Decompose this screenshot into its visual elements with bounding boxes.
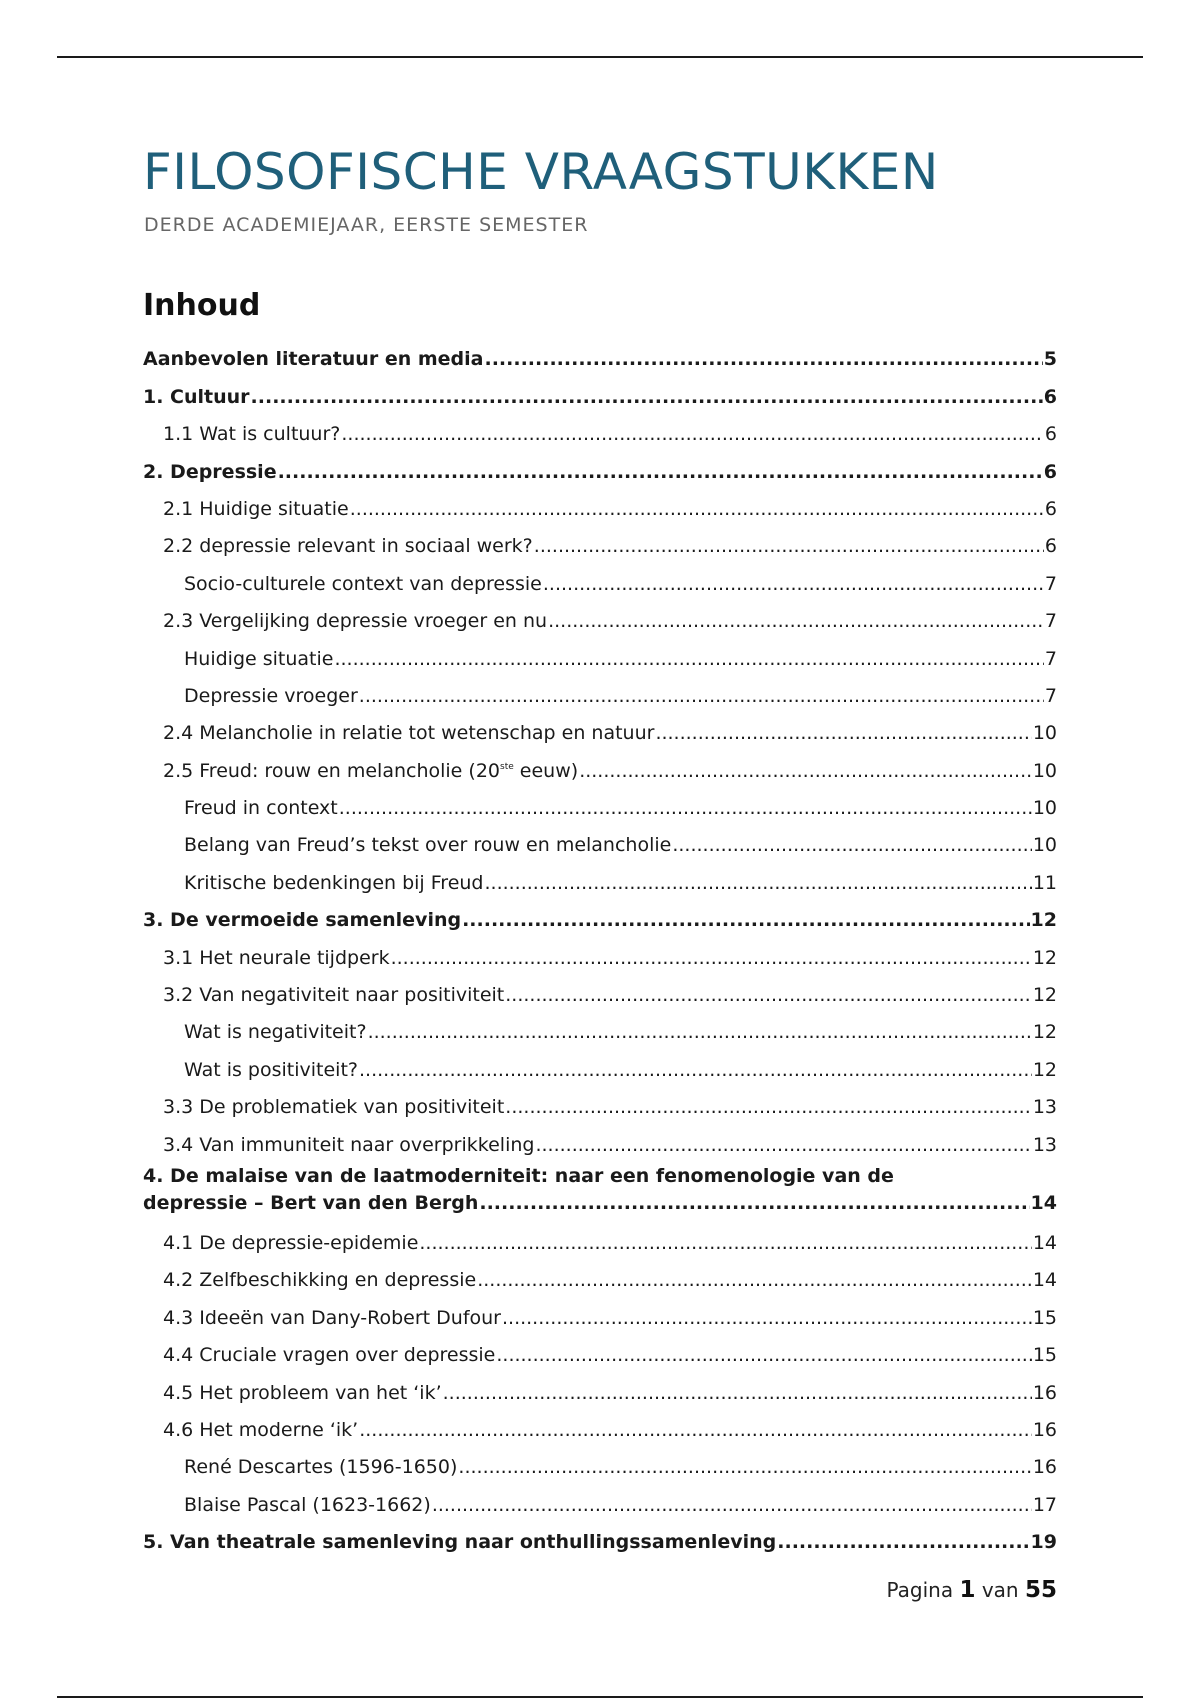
toc-entry-page: 6 — [1044, 497, 1057, 520]
toc-entry[interactable] — [143, 710, 1057, 747]
toc-entry[interactable] — [143, 673, 1057, 710]
toc-entry[interactable] — [143, 1220, 1057, 1257]
toc-entry-page: 11 — [1032, 871, 1057, 894]
toc-leader — [484, 870, 1031, 897]
document-subtitle: DERDE ACADEMIEJAAR, EERSTE SEMESTER — [144, 214, 589, 236]
toc-entry-text: Blaise Pascal (1623-1662) — [184, 1493, 431, 1516]
toc-entry-page: 12 — [1032, 1021, 1057, 1044]
toc-leader — [672, 832, 1031, 859]
toc-leader — [505, 1094, 1032, 1121]
toc-leader — [505, 982, 1032, 1009]
document-title: FILOSOFISCHE VRAAGSTUKKEN — [143, 143, 939, 201]
toc-entry[interactable] — [143, 1444, 1057, 1481]
toc-entry-page: 7 — [1044, 647, 1057, 670]
toc-entry-text: 4.3 Ideeën van Dany-Robert Dufour — [163, 1306, 501, 1329]
toc-leader — [334, 646, 1043, 673]
toc-entry-page: 12 — [1032, 946, 1057, 969]
toc-entry[interactable] — [143, 635, 1057, 672]
toc-entry[interactable] — [143, 1257, 1057, 1294]
toc-entry-page: 17 — [1032, 1493, 1057, 1516]
toc-leader — [341, 421, 1044, 448]
page-number-footer — [887, 1577, 1058, 1603]
toc-entry-text — [163, 758, 578, 785]
toc-entry-page: 6 — [1043, 385, 1057, 408]
toc-leader — [419, 1230, 1031, 1257]
toc-entry[interactable] — [143, 1159, 1057, 1220]
toc-entry-line2 — [143, 1190, 1057, 1217]
toc-leader — [477, 1267, 1032, 1294]
toc-entry-page: 15 — [1032, 1306, 1057, 1329]
toc-leader — [350, 496, 1044, 523]
toc-entry-text: Kritische bedenkingen bij Freud — [184, 871, 484, 894]
toc-entry-text: 3.2 Van negativiteit naar positiviteit — [163, 984, 505, 1007]
toc-entry-page: 7 — [1044, 572, 1057, 595]
toc-entry-text: Socio-culturele context van depressie — [184, 572, 542, 595]
toc-entry-page: 12 — [1032, 1058, 1057, 1081]
toc-entry[interactable] — [143, 972, 1057, 1009]
toc-entry-text: Aanbevolen literatuur en media — [143, 348, 484, 371]
toc-entry[interactable] — [143, 411, 1057, 448]
toc-entry-text: René Descartes (1596-1650) — [184, 1456, 458, 1479]
footer-of-label: van — [981, 1578, 1019, 1602]
toc-entry-page: 7 — [1044, 684, 1057, 707]
toc-entry-page: 10 — [1032, 834, 1057, 857]
total-page-count: 55 — [1024, 1577, 1057, 1603]
toc-entry-page: 10 — [1032, 759, 1057, 782]
toc-entry[interactable] — [143, 1121, 1057, 1158]
toc-entry-page: 10 — [1032, 722, 1057, 745]
toc-entry[interactable] — [143, 859, 1057, 896]
toc-entry-text: Belang van Freud’s tekst over rouw en melancholie — [184, 834, 672, 857]
toc-entry-text-part: 2.5 Freud: rouw en melancholie (20 — [163, 759, 500, 782]
toc-entry-text: Wat is positiviteit? — [184, 1058, 358, 1081]
toc-leader — [359, 683, 1044, 710]
toc-leader — [251, 384, 1043, 411]
toc-entry[interactable] — [143, 1294, 1057, 1331]
toc-entry-text: 4.4 Cruciale vragen over depressie — [163, 1344, 496, 1367]
toc-entry[interactable] — [143, 1519, 1057, 1556]
toc-entry-page: 13 — [1032, 1096, 1057, 1119]
toc-leader — [484, 346, 1042, 373]
toc-entry-page: 19 — [1030, 1531, 1057, 1554]
toc-entry[interactable] — [143, 373, 1057, 410]
toc-entry-text: depressie – Bert van den Bergh — [143, 1191, 479, 1214]
toc-leader — [496, 1342, 1031, 1369]
toc-entry-text: 3.4 Van immuniteit naar overprikkeling — [163, 1133, 535, 1156]
toc-leader — [458, 1454, 1031, 1481]
toc-entry[interactable] — [143, 934, 1057, 971]
toc-entry-page: 6 — [1043, 460, 1057, 483]
toc-entry-page: 6 — [1044, 535, 1057, 558]
toc-entry-page: 16 — [1032, 1418, 1057, 1441]
toc-entry[interactable] — [143, 897, 1057, 934]
toc-leader — [432, 1492, 1032, 1519]
toc-entry[interactable] — [143, 785, 1057, 822]
toc-entry[interactable] — [143, 1046, 1057, 1083]
toc-entry-text: Wat is negativiteit? — [184, 1021, 367, 1044]
toc-entry-text: 3. De vermoeide samenleving — [143, 909, 462, 932]
toc-entry-page: 16 — [1032, 1456, 1057, 1479]
toc-entry-page: 13 — [1032, 1133, 1057, 1156]
toc-entry-text: Freud in context — [184, 797, 338, 820]
toc-entry-text: 1. Cultuur — [143, 385, 250, 408]
toc-entry-text: 1.1 Wat is cultuur? — [163, 423, 341, 446]
toc-entry-text: 4.5 Het probleem van het ‘ik’ — [163, 1381, 442, 1404]
toc-leader — [579, 758, 1032, 785]
toc-leader — [534, 533, 1044, 560]
toc-entry[interactable] — [143, 336, 1057, 373]
toc-leader — [479, 1190, 1029, 1217]
toc-entry-text: 2.3 Vergelijking depressie vroeger en nu — [163, 610, 548, 633]
toc-entry-page: 14 — [1032, 1231, 1057, 1254]
toc-leader — [777, 1529, 1029, 1556]
toc-leader — [359, 1417, 1032, 1444]
toc-entry-page: 12 — [1032, 984, 1057, 1007]
toc-entry-page: 14 — [1030, 1191, 1057, 1214]
toc-entry-text: 4.6 Het moderne ‘ik’ — [163, 1418, 359, 1441]
toc-entry[interactable] — [143, 1009, 1057, 1046]
toc-leader — [462, 907, 1029, 934]
toc-entry-page: 14 — [1032, 1269, 1057, 1292]
toc-entry-text: 4.2 Zelfbeschikking en depressie — [163, 1269, 477, 1292]
toc-entry-page: 5 — [1043, 348, 1057, 371]
toc-entry[interactable] — [143, 1332, 1057, 1369]
current-page-number: 1 — [959, 1577, 976, 1603]
toc-entry[interactable] — [143, 1407, 1057, 1444]
toc-leader — [368, 1019, 1032, 1046]
toc-entry-page: 10 — [1032, 797, 1057, 820]
toc-leader — [548, 608, 1044, 635]
footer-page-label: Pagina — [886, 1578, 954, 1602]
toc-entry[interactable] — [143, 523, 1057, 560]
toc-entry[interactable] — [143, 1481, 1057, 1518]
toc-leader — [278, 459, 1043, 486]
toc-entry[interactable] — [143, 598, 1057, 635]
toc-entry-text: 3.3 De problematiek van positiviteit — [163, 1096, 505, 1119]
toc-entry-text: 2.2 depressie relevant in sociaal werk? — [163, 535, 533, 558]
toc-leader — [502, 1305, 1032, 1332]
toc-entry[interactable] — [143, 1369, 1057, 1406]
toc-entry-text-part: eeuw) — [513, 759, 579, 782]
toc-entry-text: 2.1 Huidige situatie — [163, 497, 349, 520]
toc-entry-text: 5. Van theatrale samenleving naar onthullingssamenleving — [143, 1531, 777, 1554]
toc-entry[interactable] — [143, 1084, 1057, 1121]
toc-entry[interactable] — [143, 486, 1057, 523]
toc-entry-text: 4.1 De depressie-epidemie — [163, 1231, 419, 1254]
table-of-contents — [143, 336, 1057, 1556]
toc-entry-page: 7 — [1044, 610, 1057, 633]
toc-entry-page: 6 — [1044, 423, 1057, 446]
toc-entry[interactable] — [143, 747, 1057, 784]
toc-entry[interactable] — [143, 560, 1057, 597]
header-rule — [57, 56, 1143, 58]
toc-entry[interactable] — [143, 822, 1057, 859]
toc-leader — [443, 1380, 1032, 1407]
toc-entry-text: 4. De malaise van de laatmoderniteit: naar een fenomenologie van de — [143, 1164, 894, 1187]
toc-entry[interactable] — [143, 448, 1057, 485]
toc-entry-text: 3.1 Het neurale tijdperk — [163, 946, 390, 969]
toc-entry-text: 2. Depressie — [143, 460, 277, 483]
toc-entry-text: 2.4 Melancholie in relatie tot wetenschap en natuur — [163, 722, 655, 745]
toc-heading: Inhoud — [143, 288, 261, 323]
toc-entry-page: 16 — [1032, 1381, 1057, 1404]
toc-leader — [655, 720, 1031, 747]
ordinal-superscript: ste — [500, 761, 514, 772]
toc-leader — [339, 795, 1032, 822]
toc-entry-page: 15 — [1032, 1344, 1057, 1367]
toc-leader — [543, 571, 1044, 598]
toc-entry-page: 12 — [1030, 909, 1057, 932]
toc-entry-text: Huidige situatie — [184, 647, 334, 670]
toc-leader — [359, 1057, 1032, 1084]
toc-entry-text: Depressie vroeger — [184, 684, 358, 707]
toc-leader — [535, 1132, 1031, 1159]
toc-leader — [391, 945, 1032, 972]
footer-rule — [57, 1696, 1143, 1698]
